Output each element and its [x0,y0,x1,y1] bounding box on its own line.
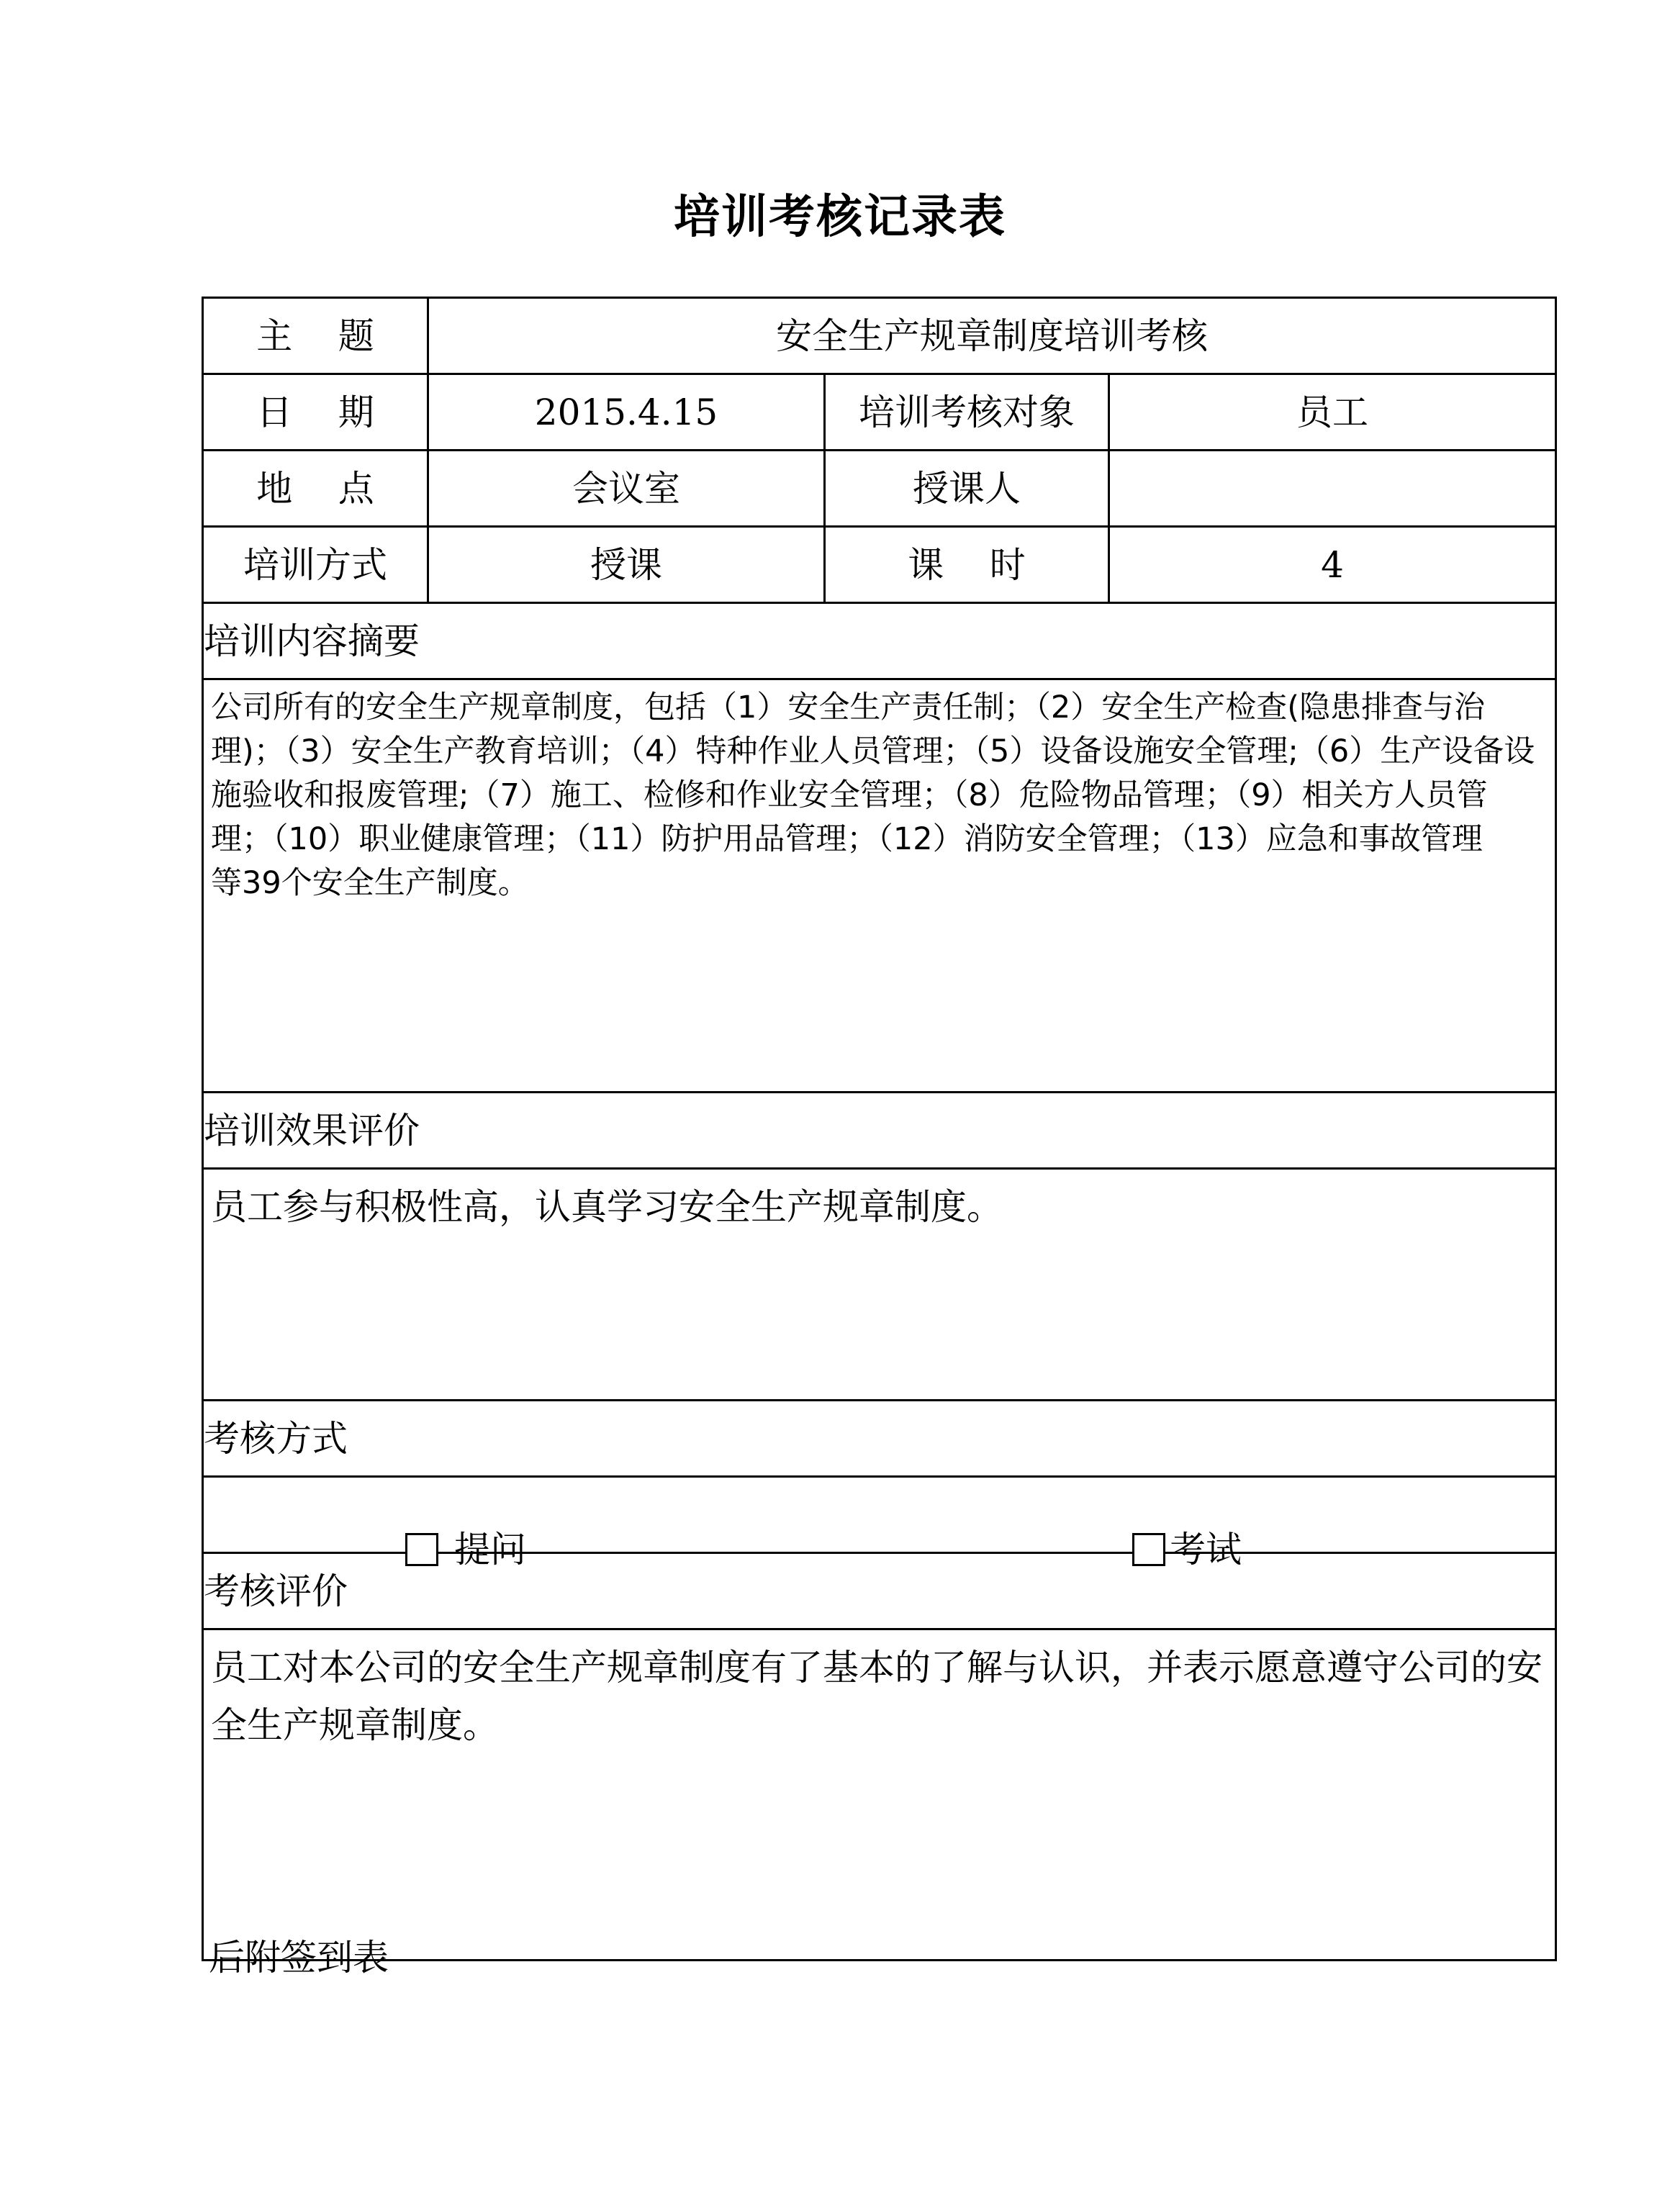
location-row [203,451,1556,527]
option-exam[interactable] [1132,1528,1242,1571]
assessment-eval-label: 考核评价 [203,1553,1556,1629]
content-summary-header-row [203,603,1556,679]
assessment-options-row [203,1477,1556,1553]
method-row [203,527,1556,603]
assessment-method-label: 考核方式 [203,1401,1556,1477]
lecturer-value [1109,451,1556,527]
training-method-label: 培训方式 [203,527,428,603]
content-summary-row [203,679,1556,1093]
date-row [203,374,1556,451]
assessment-options-cell [203,1477,1556,1570]
assessment-eval-row [203,1629,1556,1961]
training-effect-cell [203,1169,1556,1401]
assessment-eval-text: 员工对本公司的安全生产规章制度有了基本的了解与认识，并表示愿意遵守公司的安全生产规章制度。 [211,1647,1543,1746]
training-effect-label: 培训效果评价 [203,1093,1556,1169]
subject-value: 安全生产规章制度培训考核 [428,298,1556,374]
content-summary-text: 公司所有的安全生产规章制度，包括（1）安全生产责任制；（2）安全生产检查(隐患排查与治理)；（3）安全生产教育培训；（4）特种作业人员管理；（5）设备设施安全管理;（6）生产设备设施验收和报废管理;（7）施工、检修和作业安全管理；（8）危险物品管理；（9）相关方人员管理；（10）职业健康管理；（11）防护用品管理；（12）消防安全管理；（13）应急和事故管理 等39个安全生产制度。 [211,689,1545,901]
hours-value: 4 [1109,527,1556,603]
exam-checkbox[interactable] [1132,1533,1165,1566]
page-title: 培训考核记录表 [674,191,1006,244]
training-effect-text: 员工参与积极性高，认真学习安全生产规章制度。 [211,1186,1003,1228]
exam-label: 考试 [1170,1528,1242,1570]
date-label: 日 期 [203,374,428,451]
location-value: 会议室 [428,451,825,527]
training-effect-row [203,1169,1556,1401]
content-summary-label: 培训内容摘要 [203,603,1556,679]
subject-label: 主 题 [203,298,428,374]
question-checkbox[interactable] [405,1533,438,1566]
lecturer-label: 授课人 [825,451,1109,527]
assessment-method-header-row [203,1401,1556,1477]
hours-label: 课 时 [825,527,1109,603]
subject-row [203,298,1556,374]
content-summary-cell [203,679,1556,1093]
question-label: 提问 [454,1528,526,1570]
location-label: 地 点 [203,451,428,527]
date-value: 2015.4.15 [428,374,825,451]
footer-note: 后附签到表 [209,1937,389,1979]
target-label: 培训考核对象 [825,374,1109,451]
training-record-table [202,297,1557,1961]
training-method-value: 授课 [428,527,825,603]
target-value: 员工 [1109,374,1556,451]
assessment-eval-cell [203,1629,1556,1961]
training-effect-header-row [203,1093,1556,1169]
option-question[interactable] [405,1528,526,1571]
